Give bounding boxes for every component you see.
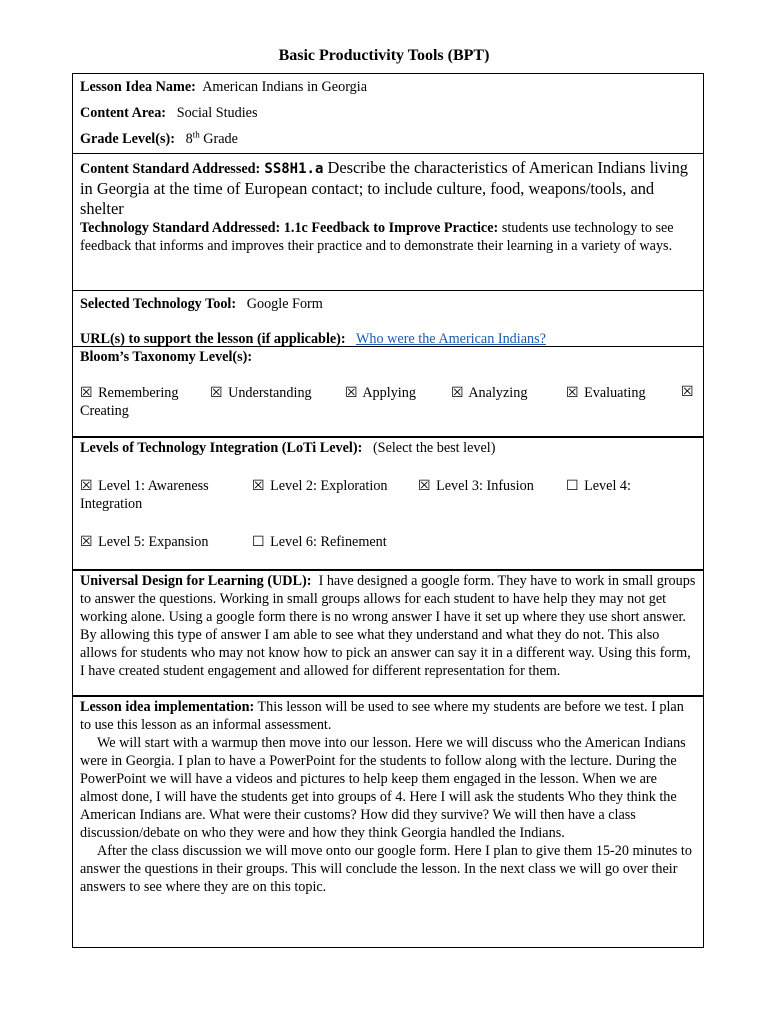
- grade-level-number: 8: [185, 131, 193, 147]
- loti-row-2: [80, 533, 696, 551]
- blooms-analyzing-option[interactable]: [451, 384, 527, 403]
- url-link[interactable]: Who were the American Indians?: [356, 331, 546, 346]
- blooms-understanding-option[interactable]: [210, 384, 312, 403]
- checked-box-icon: ☒: [210, 386, 223, 401]
- implementation-label: Lesson idea implementation:: [80, 699, 255, 715]
- loti-level-1-label: Level 1: Awareness: [98, 478, 209, 494]
- loti-label: Levels of Technology Integration (LoTi Level):: [80, 440, 363, 456]
- loti-level-5-label: Level 5: Expansion: [98, 534, 209, 550]
- implementation-intro-text: This lesson will be used to see where my students are before we test. I plan to use this lesson as an informal assessment.: [80, 699, 684, 733]
- implementation-paragraph-2: We will start with a warmup then move into our lesson. Here we will discuss who the American Indians were in Georgia. I plan to have a PowerPoint for the students to follow along with the lecture. During the PowerPoint we will have a videos and pictures to help keep them engaged in the lesson. When we are almost done, I will have the students get into groups of 4. Here I will ask the students Who they think the American Indians are. What were their customs? How did they survive? We will then have a class discussion/debate on who they were and how they think Georgia handled the Indians.: [80, 735, 686, 841]
- loti-row-1: [80, 477, 696, 495]
- checked-box-icon: ☒: [418, 479, 431, 494]
- blooms-creating-checkbox[interactable]: ☒: [681, 385, 694, 400]
- blooms-label: Bloom’s Taxonomy Level(s):: [80, 349, 253, 365]
- loti-hint: (Select the best level): [372, 440, 496, 456]
- udl-paragraph: [80, 572, 696, 680]
- content-area-line: [80, 104, 696, 122]
- loti-level-3-option[interactable]: [418, 477, 534, 496]
- document-title: Basic Productivity Tools (BPT): [278, 47, 490, 64]
- udl-text: I have designed a google form. They have to work in small groups to answer the questions. Working in small groups allows for each student to have help they may not get working alone. Using a google form there is no wrong answer I have it set up where they use short answer. By allowing this type of answer I am able to see what they understand and what they do not. This also allows for students who may not know how to pick an answer can say it in a different way. Using this form, I have created student engagement and allowed for different representation for them.: [80, 573, 696, 679]
- loti-level-2-label: Level 2: Exploration: [270, 478, 388, 494]
- content-standard-label: Content Standard Addressed:: [80, 161, 261, 177]
- lesson-table: [72, 73, 704, 948]
- lesson-name-label: Lesson Idea Name:: [80, 79, 196, 95]
- standards-cell: [73, 154, 703, 291]
- technology-tool-line: [80, 295, 696, 313]
- technology-tool-value: Google Form: [246, 296, 323, 312]
- checked-box-icon: ☒: [451, 386, 464, 401]
- lesson-info-cell: [73, 74, 703, 154]
- blooms-remembering-label: Remembering: [98, 385, 179, 401]
- technology-standard-label: Technology Standard Addressed: 1.1c Feedback to Improve Practice:: [80, 220, 499, 236]
- loti-label-line: [80, 439, 696, 457]
- loti-level-4-label: Level 4:: [584, 478, 631, 494]
- grade-level-line: [80, 130, 696, 148]
- blooms-creating-label: Creating: [80, 403, 129, 419]
- blooms-checkbox-row: [80, 384, 696, 402]
- loti-level-2-option[interactable]: [252, 477, 388, 496]
- content-standard-code: SS8H1.a: [264, 161, 324, 177]
- implementation-cell: [73, 696, 703, 947]
- technology-tool-label: Selected Technology Tool:: [80, 296, 237, 312]
- content-area-label: Content Area:: [80, 105, 167, 121]
- checked-box-icon: ☒: [345, 386, 358, 401]
- loti-level-1-option[interactable]: [80, 477, 209, 496]
- loti-level-4-option[interactable]: [566, 477, 631, 496]
- blooms-remembering-option[interactable]: [80, 384, 178, 403]
- loti-level-4-continuation: Integration: [80, 496, 143, 512]
- implementation-paragraph-3: After the class discussion we will move onto our google form. Here I plan to give them 15-20 minutes to answer the questions in their groups. This will conclude the lesson. In the next class we will go over their answers to see where they are on this topic.: [80, 843, 692, 895]
- blooms-evaluating-label: Evaluating: [584, 385, 646, 401]
- url-label: URL(s) to support the lesson (if applicable):: [80, 331, 346, 346]
- unchecked-box-icon: ☐: [252, 535, 265, 550]
- loti-level-6-option[interactable]: [252, 533, 387, 552]
- loti-level-3-label: Level 3: Infusion: [436, 478, 534, 494]
- grade-level-word: Grade: [203, 131, 238, 147]
- loti-level-5-option[interactable]: [80, 533, 208, 552]
- technology-standard: [80, 219, 696, 255]
- udl-cell: [73, 570, 703, 696]
- content-area-value: Social Studies: [176, 105, 258, 121]
- checked-box-icon: ☒: [80, 479, 93, 494]
- blooms-label-line: [80, 348, 696, 366]
- blooms-evaluating-option[interactable]: [566, 384, 646, 403]
- blooms-analyzing-label: Analyzing: [468, 385, 528, 401]
- technology-standard-text: students use technology to see feedback that informs and improves their practice and to demonstrate their learning in a variety of ways.: [80, 220, 674, 254]
- unchecked-box-icon: ☐: [566, 479, 579, 494]
- lesson-name-value: American Indians in Georgia: [202, 79, 367, 95]
- blooms-applying-option[interactable]: [345, 384, 416, 403]
- lesson-name-line: [80, 78, 696, 96]
- grade-level-label: Grade Level(s):: [80, 131, 175, 147]
- implementation-intro: [80, 698, 696, 734]
- checked-box-icon: ☒: [80, 535, 93, 550]
- url-line: [80, 330, 696, 346]
- blooms-cell: [73, 346, 703, 437]
- technology-tool-cell: [73, 291, 703, 346]
- checked-box-icon: ☒: [252, 479, 265, 494]
- loti-cell: [73, 437, 703, 570]
- grade-level-suffix: th: [192, 129, 200, 140]
- checked-box-icon: ☒: [566, 386, 579, 401]
- blooms-applying-label: Applying: [362, 385, 416, 401]
- content-standard: [80, 158, 696, 219]
- blooms-understanding-label: Understanding: [228, 385, 312, 401]
- loti-level-6-label: Level 6: Refinement: [270, 534, 387, 550]
- udl-label: Universal Design for Learning (UDL):: [80, 573, 312, 589]
- checked-box-icon: ☒: [80, 386, 93, 401]
- content-standard-text: Describe the characteristics of American Indians living in Georgia at the time of European contact; to include culture, food, weapons/tools, and shelter: [80, 158, 688, 218]
